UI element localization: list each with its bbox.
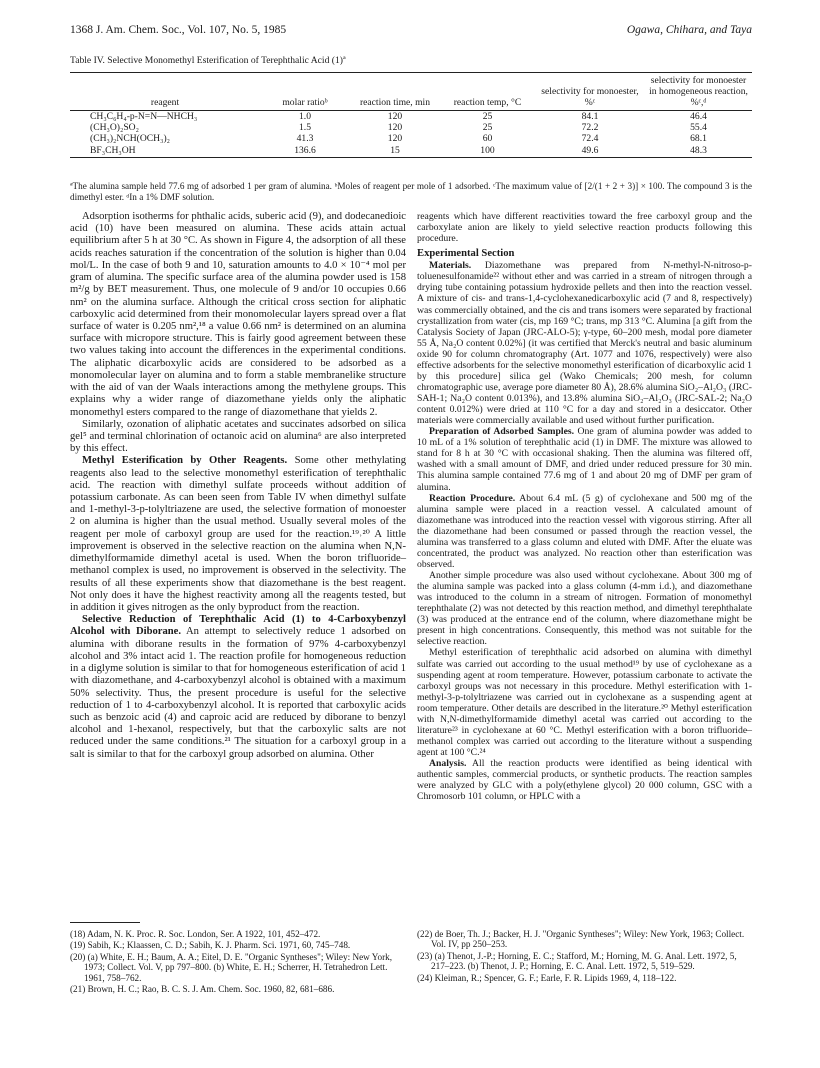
reference: (20) (a) White, E. H.; Baum, A. A.; Eitel, D. E. "Organic Syntheses"; Wiley: New York, 1973; Collect. Vol. V, pp 797–800. (b) White, E. H.; Scherrer, H. Tetrahedron Lett. 1961, 758–762. bbox=[70, 951, 393, 983]
references-right bbox=[417, 929, 752, 984]
paragraph bbox=[417, 426, 752, 492]
reference: (21) Brown, H. C.; Rao, B. C. S. J. Am. Chem. Soc. 1960, 82, 681–686. bbox=[70, 984, 335, 995]
paragraph bbox=[417, 758, 752, 802]
cell: 1.0 bbox=[299, 111, 311, 122]
paragraph-body: About 6.4 mL (5 g) of cyclohexane and 500 mg of the alumina sample were placed in a reaction vessel. A calculated amount of diazomethane was introduced into the reaction vessel with vigorous stirring. After all the diazomethane had been consumed or passed through the reaction vessel, the alumina was transferred to a glass column and eluted with DMF. After the eluate was concentrated, the product was analyzed. No reaction other than esterification was observed. bbox=[417, 492, 752, 570]
col-header-molar-ratio: molar ratioᵇ bbox=[260, 73, 350, 111]
paragraph bbox=[417, 260, 752, 426]
paragraph: reagents which have different reactivities toward the free carboxyl group and the carboxylate anion are likely to yield selective reaction products following this procedure. bbox=[417, 211, 752, 245]
reference: (19) Sabih, K.; Klaassen, C. D.; Sabih, K. J. Pharm. Sci. 1971, 60, 745–748. bbox=[70, 940, 351, 951]
cell: 46.4 bbox=[690, 111, 707, 122]
footnote-divider bbox=[70, 922, 140, 923]
paragraph-body: An attempt to selectively reduce 1 adsorbed on alumina with diborane results in the formation of 97% 4-carboxybenzyl alcohol and 3% intact acid 1. The reaction profile for homogeneous reduction in a diglyme solution is similar to that for homogeneous esterification of acid 1 with diazomethane, and 4-carboxybenzyl alcohol is obtained with a maximum 50% selectivity. Thus, the present procedure is useful for the selective reduction of 1 to 4-carboxybenzyl alcohol. It is reported that carboxylic acids such as benzoic acid (4) and caproic acid are reduced by diborane to benzyl alcohol and 1-hexanol, respectively, but that the carboxylic salts are not reduced under the same conditions.²¹ The situation for a carboxyl group in a salt is similar to that for the carboxyl group adsorbed on alumina. Other bbox=[70, 626, 406, 760]
run-in-heading: Reaction Procedure. bbox=[429, 492, 516, 504]
cell-reagent: (CH₃)₂NCH(OCH₃)₂ bbox=[90, 133, 170, 145]
cell: 68.1 bbox=[690, 133, 707, 145]
section-heading: Experimental Section bbox=[417, 248, 515, 260]
paragraph: Another simple procedure was also used without cyclohexane. About 300 mg of the alumina sample was packed into a glass column (4-mm i.d.), and diazomethane was introduced to the column in a stream of nitrogen. Formation of monomethyl terephthalate (2) was not detected by this reaction method, and dimethyl terephthalate (3) was produced at the entrance end of the column, where diazomethane might be present in high concentrations. Consequently, this method was not suitable for the selective reaction. bbox=[417, 570, 752, 648]
cell: 72.4 bbox=[581, 133, 599, 145]
authors-header: Ogawa, Chihara, and Taya bbox=[626, 24, 752, 36]
paragraph-body: Some other methylating reagents also lead to the selective monomethyl esterification of terephthalic acid. The reaction with dimethyl sulfate proceeds without addition of potassium carbonate. As can been seen from Table IV when dimethyl sulfate and 1-methyl-3-p-tolyltriazene are used, the selective formation of monoester 2 on alumina is higher than the usual method. Usually several moles of the reagent per mole of carboxyl group are used for the reaction.¹⁹˒²⁰ A little improvement is observed in the selective reaction on the alumina when N,N-dimethylformamide dimethyl acetal is used. When the boron trifluoride–methanol complex is used, no improvement is observed in the selectivity. The results of all these experiments show that diazomethane is the best reagent. Not only does it have the highest reactivity among all the reagents tested, but in addition it gives nitrogen as the only byproduct from the reaction. bbox=[70, 455, 406, 613]
table-row bbox=[70, 122, 752, 133]
paragraph: Similarly, ozonation of aliphatic acetates and succinates adsorbed on silica gel⁵ and terminal chlorination of octanoic acid on alumina⁶ are also interpreted by this effect. bbox=[70, 418, 406, 455]
paragraph-body: One gram of alumina powder was added to 10 mL of a 1% solution of terephthalic acid (1) in DMF. The mixture was allowed to stand for 8 h at 30 °C with occasional shaking. Then the alumina was filtered off, washed with a small amount of DMF, and dried under reduced pressure for 30 min. This alumina sample contained 77.6 mg of 1 and about 20 mg of DMF per gram of alumina. bbox=[417, 426, 752, 493]
journal-citation: 1368 J. Am. Chem. Soc., Vol. 107, No. 5, 1985 bbox=[70, 24, 287, 36]
cell: 120 bbox=[387, 133, 403, 145]
right-column bbox=[417, 211, 752, 802]
col-header-reaction-temp: reaction temp, °C bbox=[440, 73, 535, 111]
table-row bbox=[70, 111, 752, 123]
cell: 25 bbox=[482, 111, 493, 122]
run-in-heading: Preparation of Adsorbed Samples. bbox=[429, 426, 575, 438]
cell: 48.3 bbox=[645, 145, 752, 158]
table-caption: Table IV. Selective Monomethyl Esterification of Terephthalic Acid (1)ª bbox=[70, 55, 346, 66]
col-header-selectivity: selectivity for monoester, %ᶜ bbox=[535, 73, 645, 111]
col-header-selectivity-homogeneous: selectivity for monoester in homogeneous reaction, %ᶜ,ᵈ bbox=[645, 73, 752, 111]
table-row bbox=[70, 145, 752, 158]
cell: 136.6 bbox=[260, 145, 350, 158]
reference: (24) Kleiman, R.; Spencer, G. F.; Earle, F. R. Lipids 1969, 4, 118–122. bbox=[417, 972, 677, 983]
paragraph: Adsorption isotherms for phthalic acids, suberic acid (9), and dodecanedioic acid (10) have been measured on alumina. These acids attain actual equilibrium after 5 h at 30 °C. As shown in Figure 4, the adsorption of all these acids reaches saturation if the concentration of the solution is higher than 0.04 mol/L. In the case of both 9 and 10, saturation amounts to 4.0 × 10⁻⁴ mol per gram of alumina. The specific surface area of the alumina powder used is 158 m²/g by BET measurement. Thus, one molecule of 9 and/or 10 occupies 0.66 nm² on the alumina surface. Although the critical cross section for aliphatic carboxylic acid determined from their monomolecular layers spread over a flat surface of water is 0.205 nm²,¹⁸ a value 0.66 nm² is determined on an alumina surface with micropore structure. This is fairly good agreement between these two values taking into account the differences in the experimental conditions. The aliphatic dicarboxylic acids are considered to be adsorbed as a monomolecular layer on alumina and to form a stable membranelike structure with the aid of van der Waals interactions among the methylene groups. This explains why a wider range of diazomethane yields only the aliphatic monomethyl esters compared to the range of diazomethane that yields 2. bbox=[70, 211, 406, 418]
run-in-heading: Selective Reduction of Terephthalic Acid (1) to 4-Carboxybenzyl Alcohol with Diborane. bbox=[70, 614, 406, 638]
cell: 15 bbox=[350, 145, 440, 158]
cell: 60 bbox=[482, 133, 493, 145]
cell: 55.4 bbox=[690, 122, 707, 134]
cell: 1.5 bbox=[299, 122, 311, 134]
run-in-heading: Materials. bbox=[429, 260, 472, 272]
reference: (23) (a) Thenot, J.-P.; Horning, E. C.; Stafford, M.; Horning, M. G. Anal. Lett. 1972, 5, 217–223. (b) Thenot, J. P.; Horning, E. C. Anal. Lett. 1972, 5, 519–529. bbox=[417, 950, 737, 972]
cell: 49.6 bbox=[535, 145, 645, 158]
reference: (22) de Boer, Th. J.; Backer, H. J. "Organic Syntheses"; Wiley: New York, 1963; Collect. Vol. IV, pp 250–253. bbox=[417, 929, 745, 950]
paragraph bbox=[417, 493, 752, 570]
table-footnotes: ªThe alumina sample held 77.6 mg of adsorbed 1 per gram of alumina. ᵇMoles of reagent per mole of 1 adsorbed. ᶜThe maximum value of [2/(1 + 2 + 3)] × 100. The compound 3 is the dimethyl ester. ᵈIn a 1% DMF solution. bbox=[70, 181, 752, 202]
left-column bbox=[70, 211, 406, 761]
run-in-heading: Methyl Esterification by Other Reagents. bbox=[82, 455, 288, 467]
paragraph-body: Diazomethane was prepared from N-methyl-N-nitroso-p-toluenesulfonamide²² without ether and was carried in a stream of nitrogen through a drying tube containing potassium hydroxide pellets and then into the reaction vessel. A mixture of cis- and trans-1,4-cyclohexanedicarboxylic acid (7 and 8, respectively) was commercially obtained, and the cis and trans isomers were separated by fractional crystallization from water (cis, mp 169 °C; trans, mp 313 °C. Alumina [a gift from the Catalysis Society of Japan (JRC-ALO-5); γ-type, 60–200 mesh, modal pore diameter 55 Å, Na₂O content 0.02%] (it was certified that Merck's neutral and basic aluminum oxide 90 for column chromatography (Art. 1077 and 1076, respectively) were also effective adsorbents for the selective monomethyl esterification of dicarboxylic acid 1 by this procedure] silica gel (Wako Chemicals; 200 mesh, for column chromatographic use, average pore diameter 80 Å), 28.6% alumina SiO₂–Al₂O₃ (JRC-SAH-1; Na₂O content 0.013%), and 13.8% alumina SiO₂–Al₂O₃ (JRC-SAL-2; Na₂O content 0.012%) were dried at 110 °C for a day and stored in a desiccator. Other materials were commercially available and used without further purification. bbox=[417, 260, 752, 427]
col-header-reaction-time: reaction time, min bbox=[350, 73, 440, 111]
cell: 120 bbox=[387, 111, 403, 122]
cell: 120 bbox=[387, 122, 403, 134]
cell: 41.3 bbox=[296, 133, 314, 145]
cell: 84.1 bbox=[581, 111, 599, 122]
table-row bbox=[70, 133, 752, 144]
cell: 72.2 bbox=[581, 122, 599, 134]
cell-reagent: BF₃CH₃OH bbox=[70, 145, 260, 158]
paragraph bbox=[70, 614, 406, 761]
cell-reagent: CH₃C₆H₄-p-N=N—NHCH₃ bbox=[90, 111, 198, 122]
reference: (18) Adam, N. K. Proc. R. Soc. London, Ser. A 1922, 101, 452–472. bbox=[70, 929, 321, 939]
paragraph: Methyl esterification of terephthalic acid adsorbed on alumina with dimethyl sulfate was carried out according to the usual method¹⁹ by use of cyclohexane as a suspending agent at room temperature. However, potassium carbonate to activate the carboxyl groups was not necessary in this procedure. Methyl esterification with 1-methyl-3-p-tolyltriazene was carried out in cyclohexane as a suspending agent at room temperature. Other details are described in the literature.²⁰ Methyl esterification with N,N-dimethylformamide dimethyl acetal was carried out according to the literature²³ in cyclohexane at 60 °C. Methyl esterification with a boron trifluoride–methanol complex was carried out according to the literature without a suspending agent at 100 °C.²⁴ bbox=[417, 647, 752, 758]
table-iv bbox=[70, 72, 752, 158]
cell: 25 bbox=[482, 122, 493, 134]
cell: 100 bbox=[440, 145, 535, 158]
paragraph-body: All the reaction products were identified as being identical with authentic samples, commercial products, or synthetic products. The reaction samples were analyzed by GLC with a poly(ethylene glycol) 20 000 column, GSC with a Chromosorb 101 column, or HPLC with a bbox=[417, 758, 752, 803]
references-left bbox=[70, 929, 406, 995]
cell-reagent: (CH₃O)₂SO₂ bbox=[90, 122, 139, 134]
paragraph bbox=[70, 455, 406, 614]
run-in-heading: Analysis. bbox=[429, 758, 467, 770]
col-header-reagent: reagent bbox=[70, 73, 260, 111]
